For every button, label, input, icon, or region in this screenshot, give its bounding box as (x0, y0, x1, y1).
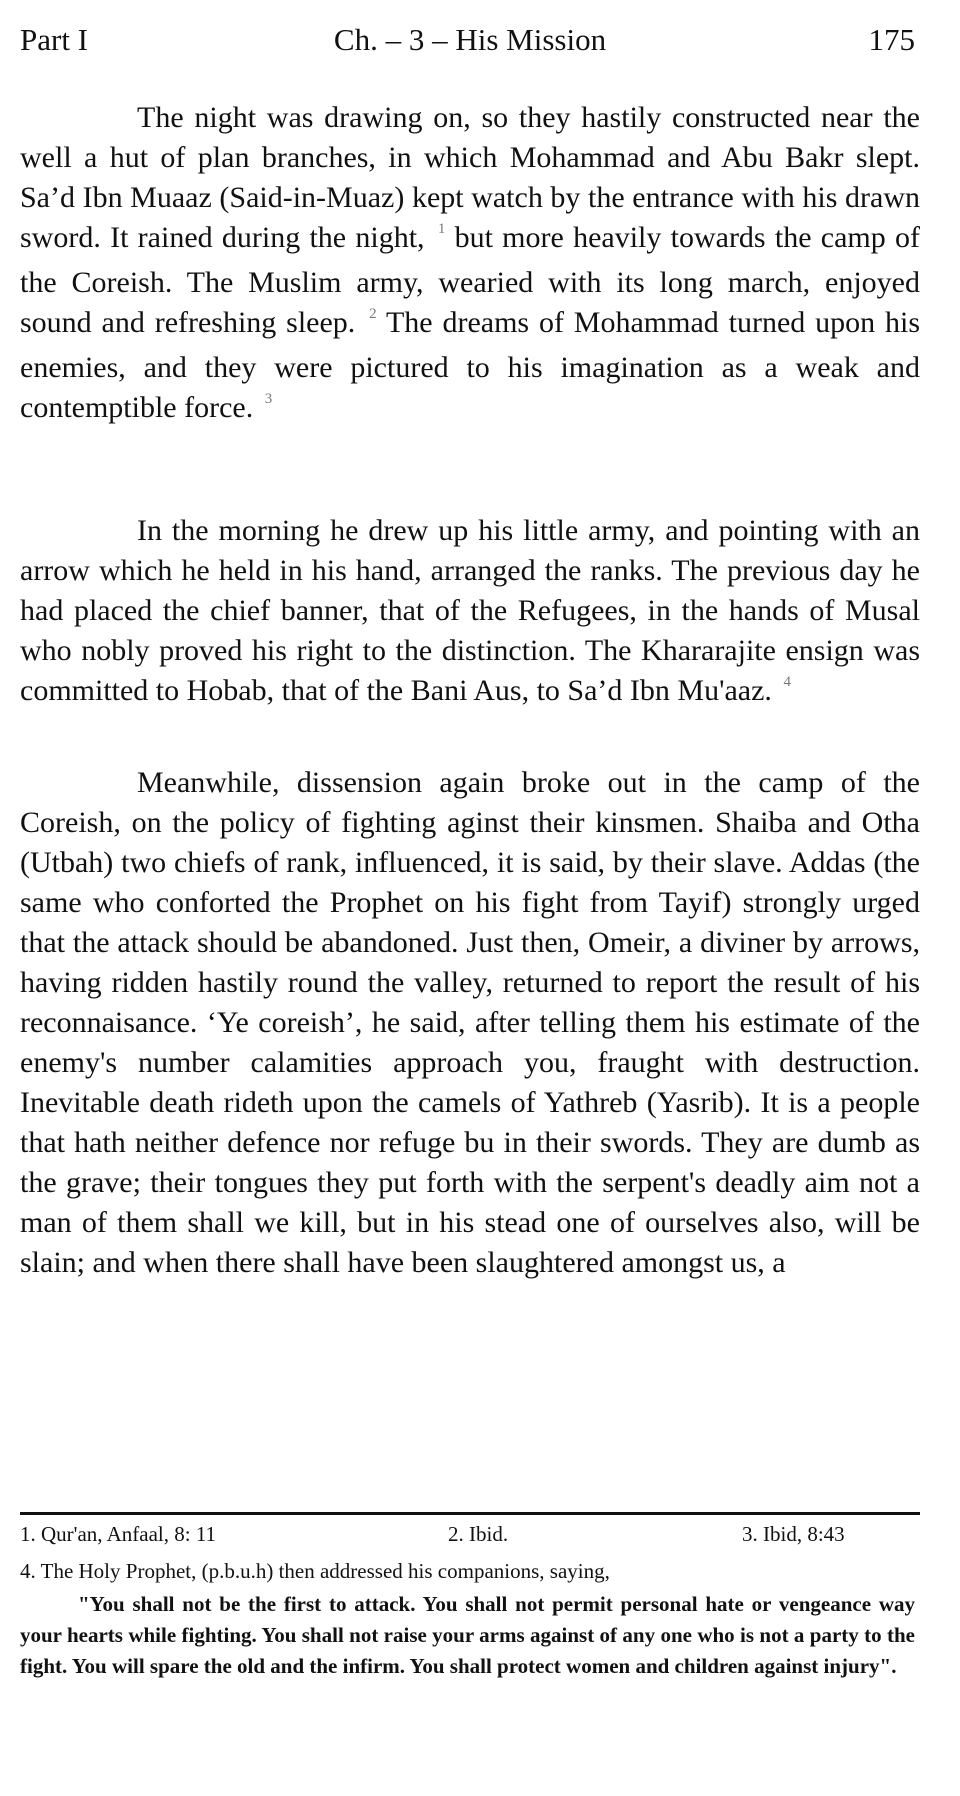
footnote-3: 3. Ibid, 8:43 (742, 1522, 845, 1546)
paragraph-1 (20, 98, 920, 433)
page-number: 175 (868, 22, 915, 57)
part-label: Part I (20, 22, 89, 57)
footnote-divider (20, 1512, 920, 1515)
footnote-row (20, 1520, 920, 1548)
paragraph-1-text-3: The dreams of Mohammad turned upon his enemies, and they were pictured to his imagination as a weak and contemptible force. (20, 306, 920, 424)
footnote-4: 4. The Holy Prophet, (p.b.u.h) then addressed his companions, saying, (20, 1559, 610, 1583)
footnote-ref-4: 4 (783, 674, 791, 690)
chapter-title: Ch. – 3 – His Mission (333, 22, 607, 57)
footnote-4-quote: "You shall not be the first to attack. You shall not permit personal hate or vengeance way your hearts while fighting. You shall not raise your arms against of any one who is not a party to the fight. You will spare the old and the infirm. You shall protect women and children against injury". (20, 1592, 915, 1678)
paragraph-1-text: The night was drawing on, so they hastily constructed near the well a hut of plan branches, in which Mohammad and Abu Bakr slept. Sa’d Ibn Muaaz (Said-in-Muaz) kept watch by the entrance with his drawn sword. It rained during the night, (20, 101, 920, 254)
footnote-ref-2: 2 (369, 306, 377, 322)
footnote-ref-1: 1 (437, 221, 446, 237)
paragraph-3 (20, 763, 920, 1283)
paragraph-3-text: Meanwhile, dissension again broke out in the camp of the Coreish, on the policy of fighting aginst their kinsmen. Shaiba and Otha (Utbah) two chiefs of rank, influenced, it is said, by their slave. Addas (the same who conforted the Prophet on his fight from Tayif) strongly urged that the attack should be abandoned. Just then, Omeir, a diviner by arrows, having ridden hastily round the valley, returned to report the result of his reconnaisance. ‘Ye coreish’, he said, after telling them his estimate of the enemy's number calamities approach you, fraught with destruction. Inevitable death rideth upon the camels of Yathreb (Yasrib). It is a people that hath neither defence nor refuge bu in their swords. They are dumb as the grave; their tongues they put forth with the serpent's deadly aim not a man of them shall we kill, but in his stead one of ourselves also, will be slain; and when there shall have been slaughtered amongst us, a (20, 766, 920, 1279)
footnote-2: 2. Ibid. (448, 1522, 509, 1546)
footnote-ref-3: 3 (264, 391, 273, 407)
paragraph-1-text-2: but more heavily towards the camp of the Coreish. The Muslim army, wearied with its long march, enjoyed sound and refreshing sleep. (20, 221, 920, 339)
footnote-1: 1. Qur'an, Anfaal, 8: 11 (20, 1522, 217, 1546)
paragraph-2 (20, 511, 920, 716)
paragraph-2-text: In the morning he drew up his little army, and pointing with an arrow which he held in his hand, arranged the ranks. The previous day he had placed the chief banner, that of the Refugees, in the hands of Musal who nobly proved his right to the distinction. The Khararajite ensign was committed to Hobab, that of the Bani Aus, to Sa’d Ibn Mu'aaz. (20, 514, 920, 707)
page-header (20, 20, 920, 60)
